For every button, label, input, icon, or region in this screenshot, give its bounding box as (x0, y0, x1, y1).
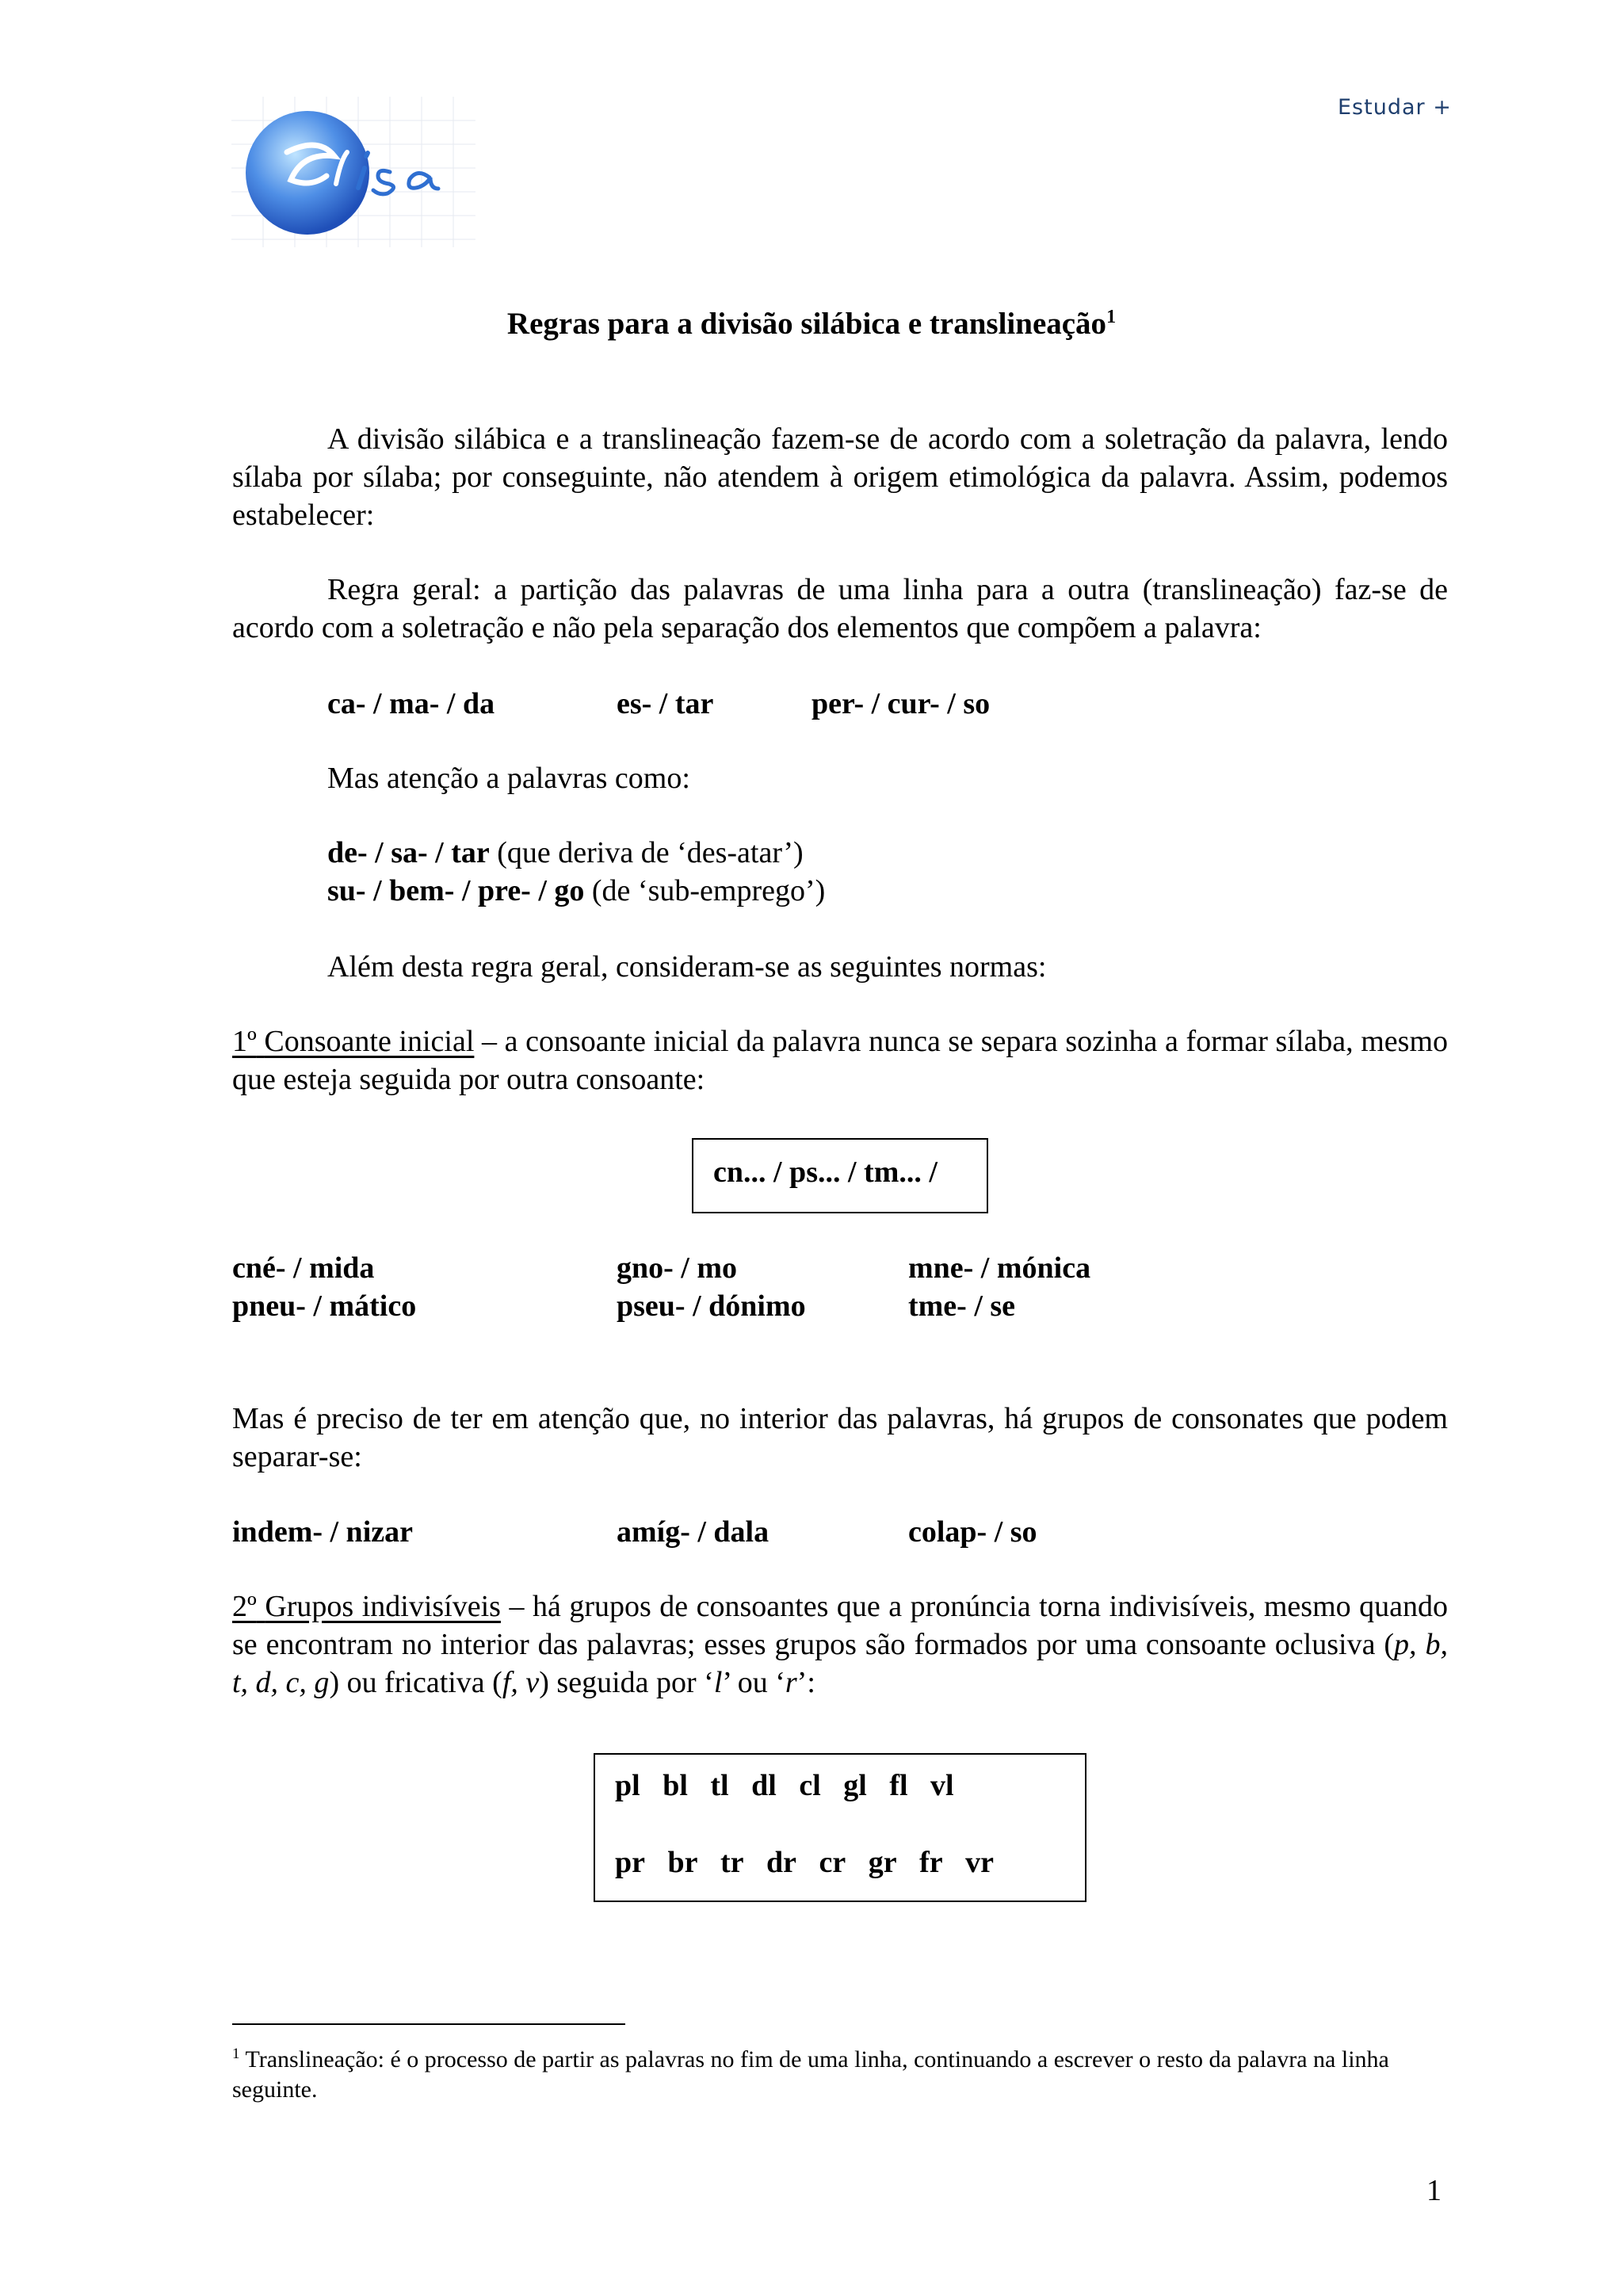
intro-paragraph: A divisão silábica e a translineação fazem-se de acordo com a soletração da palavra, lendo sílaba por sílaba; por conseguinte, não atendem à origem etimológica da palavra. Assim, podemos estabelecer: (232, 422, 1448, 532)
special-example-2: su- / bem- / pre- / go (de ‘sub-emprego’) (327, 874, 826, 907)
rule1-example: cné- / mida (232, 1251, 375, 1285)
logo-graphic (231, 97, 475, 247)
interior-example: indem- / nizar (232, 1515, 413, 1549)
groups-r-row: pr br tr dr cr gr fr vr (615, 1846, 995, 1879)
example-3: per- / cur- / so (812, 687, 991, 720)
rule1-note: Mas é preciso de ter em atenção que, no interior das palavras, há grupos de consonates que podem separar-se: (232, 1402, 1448, 1473)
besides-text: Além desta regra geral, consideram-se as seguintes normas: (327, 950, 1047, 984)
interior-example: amíg- / dala (617, 1515, 769, 1549)
rule2-heading: 2º Grupos indivisíveis (232, 1590, 501, 1623)
special-example-1: de- / sa- / tar (que deriva de ‘des-atar’) (327, 836, 804, 869)
rule1-example: pseu- / dónimo (617, 1289, 806, 1323)
example-1: ca- / ma- / da (327, 687, 495, 720)
page-title (0, 306, 1623, 342)
rule1-example: gno- / mo (617, 1251, 737, 1285)
rule1-example: mne- / mónica (908, 1251, 1091, 1285)
rule1-paragraph: 1º Consoante inicial – a consoante inicial da palavra nunca se separa sozinha a formar sílaba, mesmo que esteja seguida por outra consoante: (232, 1025, 1449, 1096)
example-2: es- / tar (617, 687, 714, 720)
footnote-text: Translineação: é o processo de partir as palavras no fim de uma linha, continuando a escrever o resto da palavra na linha seguinte. (232, 2046, 1389, 2103)
logo (231, 97, 475, 247)
logo-circle (246, 111, 369, 235)
rule1-example: tme- / se (908, 1289, 1016, 1323)
footnote-divider (232, 2023, 625, 2025)
title-text: Regras para a divisão silábica e translineação (506, 307, 1107, 341)
rule2-paragraph: 2º Grupos indivisíveis – há grupos de consoantes que a pronúncia torna indivisíveis, mesmo quando se encontram no interior das palavras; esses grupos são formados por uma consoante oclusiva (p, b, t, d, c, g) ou fricativa (f, v) seguida por ‘l’ ou ‘r’: (232, 1590, 1449, 1699)
title-footnote-ref: 1 (1106, 307, 1117, 327)
footnote (232, 2039, 1448, 2105)
header-label: Estudar + (1338, 95, 1452, 120)
interior-example: colap- / so (908, 1515, 1037, 1549)
groups-l-row: pl bl tl dl cl gl fl vl (615, 1769, 954, 1802)
rule1-example: pneu- / mático (232, 1289, 417, 1323)
footnote-marker: 1 (232, 2046, 240, 2062)
rule1-heading: 1º Consoante inicial (232, 1025, 475, 1058)
attention-text: Mas atenção a palavras como: (327, 762, 690, 795)
rule1-box-text: cn... / ps... / tm... / (713, 1156, 938, 1189)
general-rule-paragraph: Regra geral: a partição das palavras de uma linha para a outra (translineação) faz-se de acordo com a soletração e não pela separação dos elementos que compõem a palavra: (232, 573, 1448, 644)
page-number: 1 (1426, 2174, 1442, 2207)
